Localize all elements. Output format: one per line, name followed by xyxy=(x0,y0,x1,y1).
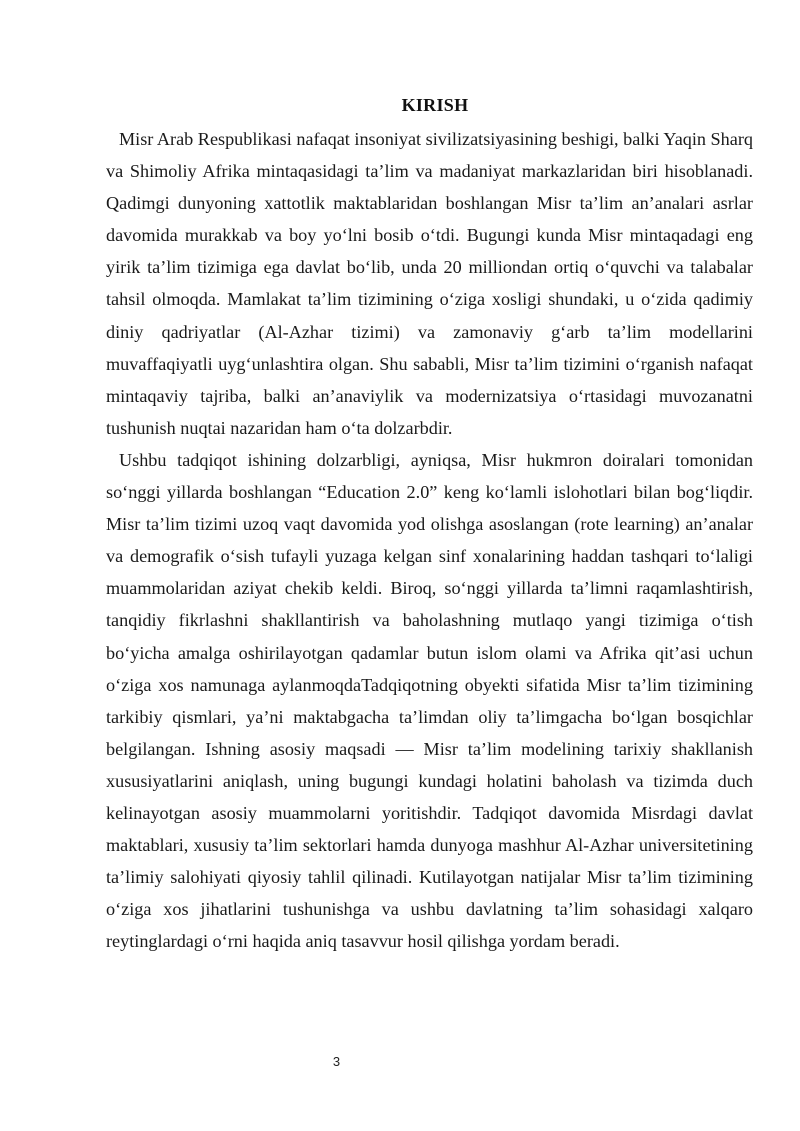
paragraph: Misr Arab Respublikasi nafaqat insoniyat sivilizatsiyasining beshigi, balki Yaqin Sharq va Shimoliy Afrika mintaqasidagi ta’lim va madaniyat markazlaridan biri hisoblanadi. Qadimgi dunyoning xattotlik maktablaridan boshlangan Misr ta’lim an’analari asrlar davomida murakkab va boy yo‘lni bosib o‘tdi. Bugungi kunda Misr mintaqadagi eng yirik ta’lim tizimiga ega davlat bo‘lib, unda 20 milliondan ortiq o‘quvchi va talabalar tahsil olmoqda. Mamlakat ta’lim tizimining o‘ziga xosligi shundaki, u o‘zida qadimiy diniy qadriyatlar (Al-Azhar tizimi) va zamonaviy g‘arb ta’lim modellarini muvaffaqiyatli uyg‘unlashtira olgan. Shu sababli, Misr ta’lim tizimini o‘rganish nafaqat mintaqaviy tajriba, balki an’anaviylik va modernizatsiya o‘rtasidagi muvozanatni tushunish nuqtai nazaridan ham o‘ta dolzarbdir. xyxy=(106,129,753,438)
page-number: 3 xyxy=(332,1054,341,1069)
section-heading: KIRISH xyxy=(401,95,469,115)
paragraph: Ushbu tadqiqot ishining dolzarbligi, ayniqsa, Misr hukmron doiralari tomonidan so‘nggi yillarda boshlangan “Education 2.0” keng ko‘lamli islohotlari bilan bog‘liqdir. Misr ta’lim tizimi uzoq vaqt davomida yod olishga asoslangan (rote learning) an’analar va demografik o‘sish tufayli yuzaga kelgan sinf xonalarining haddan tashqari to‘laligi muammolaridan aziyat chekib keldi. Biroq, so‘nggi yillarda ta’limni raqamlashtirish, tanqidiy fikrlashni shakllantirish va baholashning mutlaqo yangi tizimiga o‘tish bo‘yicha amalga oshirilayotgan qadamlar butun islom olami va Afrika qit’asi uchun o‘ziga xos namunaga aylanmoqdaTadqiqotning obyekti sifatida Misr ta’lim tizimining tarkibiy qismlari, ya’ni maktabgacha ta’limdan oliy ta’limgacha bo‘lgan bosqichlar belgilangan. Ishning asosiy maqsadi — Misr ta’lim modelining tarixiy shakllanish xususiyatlarini aniqlash, uning bugungi kundagi holatini baholash va tizimda duch kelinayotgan asosiy muammolarni yoritishdir. Tadqiqot davomida Misrdagi davlat maktablari, xususiy ta’lim sektorlari hamda dunyoga mashhur Al-Azhar universitetining ta’limiy salohiyati qiyosiy tahlil qilinadi. Kutilayotgan natijalar Misr ta’lim tizimining o‘ziga xos jihatlarini tushunishga va ushbu davlatning ta’lim sohasidagi xalqaro reytinglardagi o‘rni haqida aniq tasavvur hosil qilishga yordam beradi. xyxy=(106,449,753,952)
body-text xyxy=(106,123,753,957)
